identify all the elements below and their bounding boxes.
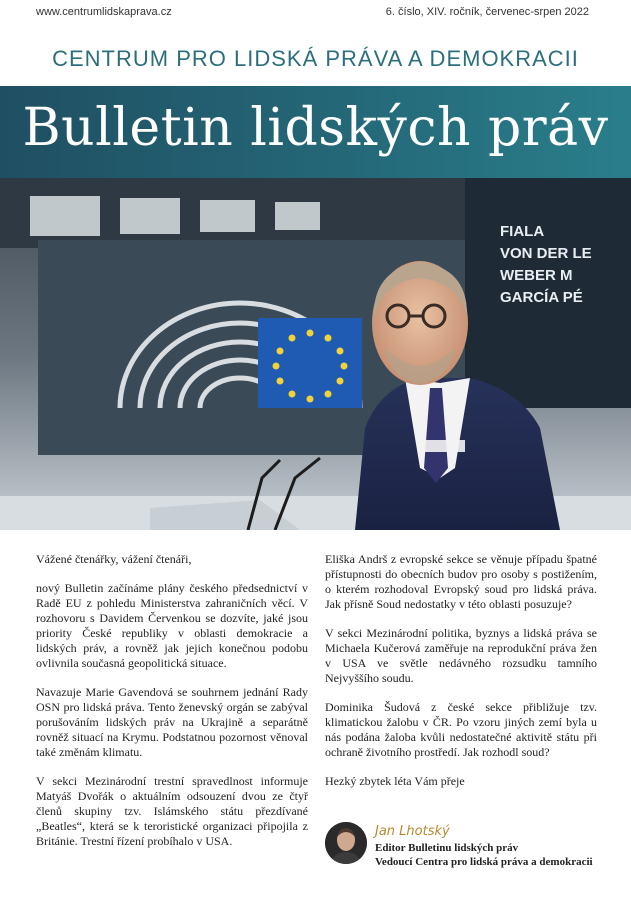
article-right-column bbox=[325, 552, 597, 803]
nameplate-weber: WEBER M bbox=[500, 267, 573, 284]
organization-name: CENTRUM PRO LIDSKÁ PRÁVA A DEMOKRACII bbox=[52, 46, 579, 71]
bulletin-title: Bulletin lidských práv bbox=[22, 98, 609, 158]
article-paragraph: nový Bulletin začínáme plány českého předsednictví v Radě EU z pohledu Ministerstva zahraničních věcí. V rozhovoru s Davidem Červenkou se dozvíte, jaké jsou priority České republiky v oblasti demokracie a lidských práv, a rovněž jak jejich konečnou podobu ovlivnila současná geopolitická situace. bbox=[36, 581, 308, 670]
closing-line: Hezký zbytek léta Vám přeje bbox=[325, 774, 465, 788]
nameplate-garcia: GARCÍA PÉ bbox=[500, 289, 583, 306]
article-paragraph: V sekci Mezinárodní trestní spravedlnost informuje Matyáš Dvořák o aktuálním odsouzení dvou ze čtyř členů skupiny tzv. Islámského státu přezdívané „Beatles“, která se k teroristické organizaci připojila z Británie. Trestní řízení probíhalo v USA. bbox=[36, 774, 308, 848]
signature-role-editor: Editor Bulletinu lidských práv bbox=[375, 842, 519, 854]
signature-block bbox=[325, 822, 615, 882]
cover-photo bbox=[0, 178, 631, 530]
top-bar bbox=[0, 0, 631, 38]
article-paragraph: V sekci Mezinárodní politika, byznys a lidská práva se Michaela Kučerová zaměřuje na reprodukční práva žen v USA ve světle nedávného rozsudku tamního Nejvyššího soudu. bbox=[325, 626, 597, 685]
signature-role-head: Vedoucí Centra pro lidská práva a demokracii bbox=[375, 856, 593, 868]
nameplate-von-der-leyen: VON DER LE bbox=[500, 245, 592, 262]
website-url[interactable]: www.centrumlidskaprava.cz bbox=[36, 6, 172, 18]
article-paragraph: Navazuje Marie Gavendová se souhrnem jednání Rady OSN pro lidská práva. Tento ženevský orgán se zabýval porušováním lidských práv na Ukrajině a separátně rovněž situací na Krymu. Podstatnou pozornost věnoval také změnám klimatu. bbox=[36, 685, 308, 759]
article-left-column bbox=[36, 552, 308, 863]
article-paragraph: Eliška Andrš z evropské sekce se věnuje případu špatné přístupnosti do obecních budov pro osoby s postižením, o kterém rozhodoval Evropský soud pro lidská práva. Jak přísně Soud nedostatky v této oblasti posuzuje? bbox=[325, 552, 597, 611]
avatar bbox=[325, 822, 367, 864]
nameplate-fiala: FIALA bbox=[500, 223, 545, 240]
greeting: Vážené čtenářky, vážení čtenáři, bbox=[36, 552, 192, 566]
signature-name: Jan Lhotský bbox=[375, 824, 450, 839]
issue-info: 6. číslo, XIV. ročník, červenec-srpen 2022 bbox=[385, 6, 589, 18]
article-paragraph: Dominika Šudová z české sekce přibližuje tzv. klimatickou žalobu v ČR. Po vzoru jiných zemí byla u nás podána žaloba kvůli nedostatečné aktivitě státu při ochraně životního prostředí. Jak rozhodl soud? bbox=[325, 700, 597, 759]
